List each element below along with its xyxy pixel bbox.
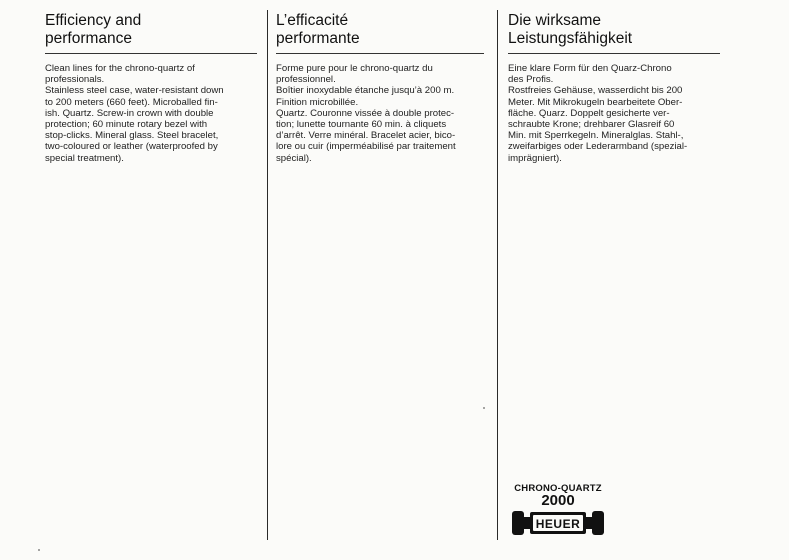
body-line: special treatment).	[45, 152, 124, 164]
title-underline	[508, 53, 720, 54]
body-line: ish. Quartz. Screw-in crown with double	[45, 107, 214, 119]
body-line: tion; lunette tournante 60 min. à cliquets	[276, 119, 447, 131]
body-line: Boîtier inoxydable étanche jusqu’à 200 m.	[276, 85, 455, 97]
body-line: Quartz. Couronne vissée à double protec-	[276, 107, 455, 119]
column-english	[45, 12, 257, 164]
body-line: Stainless steel case, water-resistant down	[45, 85, 224, 97]
column-title	[45, 12, 257, 48]
title-line-2: performante	[276, 30, 360, 47]
logo-brand-text: HEUER	[535, 517, 581, 531]
title-line-2: Leistungsfähigkeit	[508, 30, 633, 47]
logo-model-number: 2000	[541, 492, 575, 509]
column-divider	[267, 10, 268, 540]
title-line-1: Die wirksame	[508, 12, 602, 29]
title-line-2: performance	[45, 30, 133, 47]
title-line-1: L’efficacité	[276, 12, 349, 29]
paper-speck	[483, 407, 485, 409]
body-line: stop-clicks. Mineral glass. Steel bracelet,	[45, 130, 219, 142]
body-line: Finition microbillée.	[276, 96, 359, 108]
body-line: fläche. Quarz. Doppelt gesicherte ver-	[508, 107, 670, 119]
body-line: Meter. Mit Mikrokugeln bearbeitete Ober-	[508, 96, 683, 108]
column-title	[508, 12, 720, 48]
column-german	[508, 12, 720, 164]
column-french	[276, 12, 484, 164]
body-line: Rostfreies Gehäuse, wasserdicht bis 200	[508, 85, 683, 97]
logo-product-line: CHRONO-QUARTZ	[514, 483, 602, 494]
body-line: Min. mit Sperrkegeln. Mineralglas. Stahl-,	[508, 130, 684, 142]
column-body	[276, 63, 484, 164]
column-body	[508, 63, 720, 164]
paper-speck	[38, 549, 40, 551]
body-line: to 200 meters (660 feet). Microballed fin-	[45, 96, 218, 108]
heuer-badge-icon	[512, 508, 604, 538]
body-line: d’arrêt. Verre minéral. Bracelet acier, bico-	[276, 130, 456, 142]
body-line: protection; 60 minute rotary bezel with	[45, 119, 208, 131]
column-divider	[497, 10, 498, 540]
body-line: des Profis.	[508, 74, 554, 86]
body-line: zweifarbiges oder Lederarmband (spezial-	[508, 141, 688, 153]
column-body	[45, 63, 257, 164]
title-underline	[45, 53, 257, 54]
body-line: schraubte Krone; drehbarer Glasreif 60	[508, 119, 675, 131]
body-line: Eine klare Form für den Quarz-Chrono	[508, 63, 672, 74]
body-line: Forme pure pour le chrono-quartz du	[276, 63, 433, 74]
heuer-chrono-quartz-logo	[506, 484, 610, 540]
column-title	[276, 12, 484, 48]
body-line: professionals.	[45, 74, 105, 86]
body-line: imprägniert).	[508, 152, 562, 164]
body-line: professionnel.	[276, 74, 336, 86]
title-underline	[276, 53, 484, 54]
title-line-1: Efficiency and	[45, 12, 142, 29]
body-line: Clean lines for the chrono-quartz of	[45, 63, 195, 74]
body-line: spécial).	[276, 152, 312, 164]
body-line: lore ou cuir (imperméabilisé par traitement	[276, 141, 456, 153]
body-line: two-coloured or leather (waterproofed by	[45, 141, 218, 153]
